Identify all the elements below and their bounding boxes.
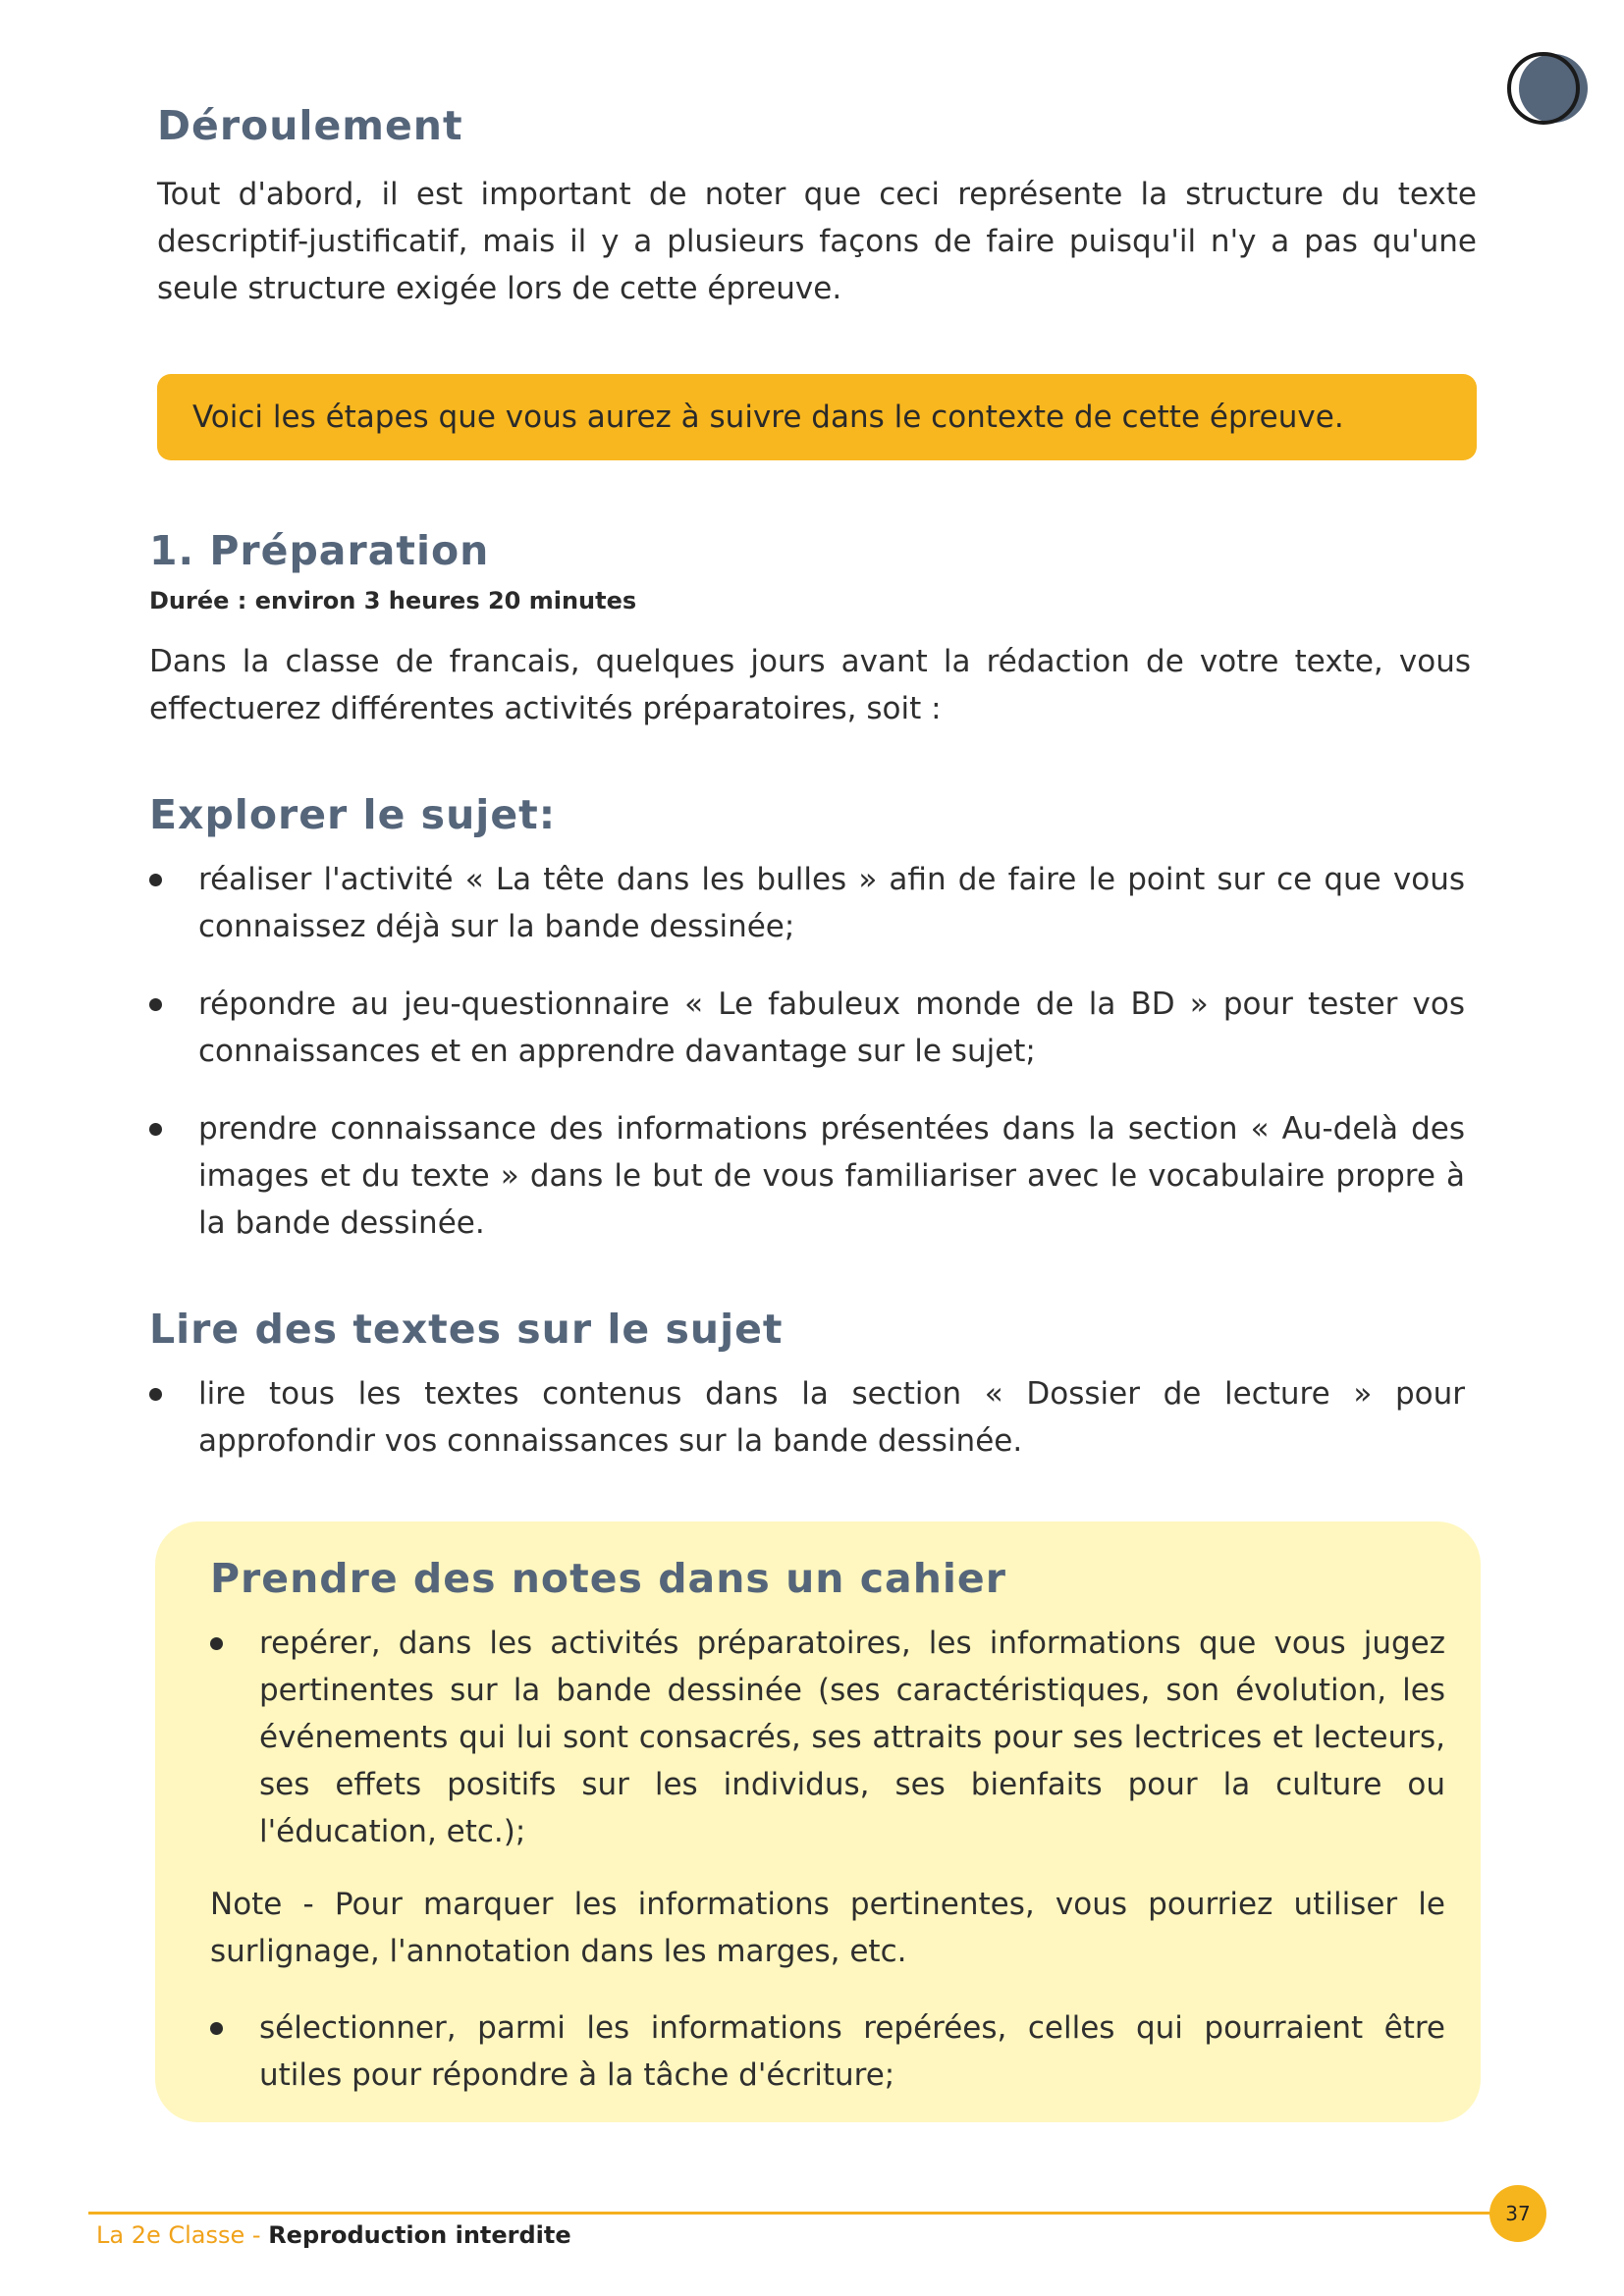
list-item [210,2004,1445,2099]
list-item [149,1105,1465,1247]
page-number-text: 37 [1505,2202,1531,2225]
list-item-text: réaliser l'activité « La tête dans les bulles » afin de faire le point sur ce que vous connaissez déjà sur la bande dessinée; [198,862,1465,944]
list-item-text: prendre connaissance des informations présentées dans la section « Au-delà des images et du texte » dans le but de vous familiariser avec le vocabulaire propre à la bande dessinée. [198,1111,1465,1241]
bullet-icon [149,998,162,1011]
preparation-duration: Durée : environ 3 heures 20 minutes [149,587,637,614]
callout-banner [157,374,1477,460]
section-title-lire: Lire des textes sur le sujet [149,1306,784,1353]
list-item [149,1370,1465,1465]
lire-list [149,1370,1465,1465]
callout-text: Voici les étapes que vous aurez à suivre dans le contexte de cette épreuve. [192,400,1344,435]
footer-brand: La 2e Classe [96,2221,245,2249]
notes-list-2 [210,2004,1445,2099]
list-item [210,1620,1445,1855]
bullet-icon [149,874,162,886]
section-title-preparation: 1. Préparation [149,527,490,574]
bullet-icon [210,2022,223,2035]
section-title-deroulement: Déroulement [157,102,463,149]
list-item-text: sélectionner, parmi les informations repérées, celles qui pourraient être utiles pour répondre à la tâche d'écriture; [259,2010,1445,2093]
notes-list-1 [210,1620,1445,1855]
list-item-text: répondre au jeu-questionnaire « Le fabuleux monde de la BD » pour tester vos connaissances et en apprendre davantage sur le sujet; [198,987,1465,1069]
list-item-text: repérer, dans les activités préparatoires, les informations que vous jugez pertinentes sur la bande dessinée (ses caractéristiques, son évolution, les événements qui lui sont consacrés, ses attraits pour ses lectrices et lecteurs, ses effets positifs sur les individus, ses bienfaits pour la culture ou l'éducation, etc.); [259,1626,1445,1849]
list-item [149,981,1465,1075]
notes-note: Note - Pour marquer les informations pertinentes, vous pourriez utiliser le surlignage, l'annotation dans les marges, etc. [210,1887,1445,1969]
explorer-list [149,856,1465,1247]
bullet-icon [210,1637,223,1650]
preparation-intro: Dans la classe de francais, quelques jours avant la rédaction de votre texte, vous effectuerez différentes activités préparatoires, soit : [149,644,1471,726]
page-number [1489,2185,1546,2242]
footer [96,2221,571,2249]
footer-rights: Reproduction interdite [268,2221,571,2249]
bullet-icon [149,1388,162,1401]
bullet-icon [149,1123,162,1136]
footer-divider [88,2212,1502,2215]
deroulement-intro: Tout d'abord, il est important de noter que ceci représente la structure du texte descriptif-justificatif, mais il y a plusieurs façons de faire puisqu'il n'y a pas qu'une seule structure exigée lors de cette épreuve. [157,177,1477,306]
section-title-notes: Prendre des notes dans un cahier [210,1555,1006,1602]
moon-logo-icon [1504,49,1595,128]
list-item [149,856,1465,950]
list-item-text: lire tous les textes contenus dans la section « Dossier de lecture » pour approfondir vos connaissances sur la bande dessinée. [198,1376,1465,1459]
footer-separator: - [244,2221,269,2249]
section-title-explorer: Explorer le sujet: [149,791,557,838]
